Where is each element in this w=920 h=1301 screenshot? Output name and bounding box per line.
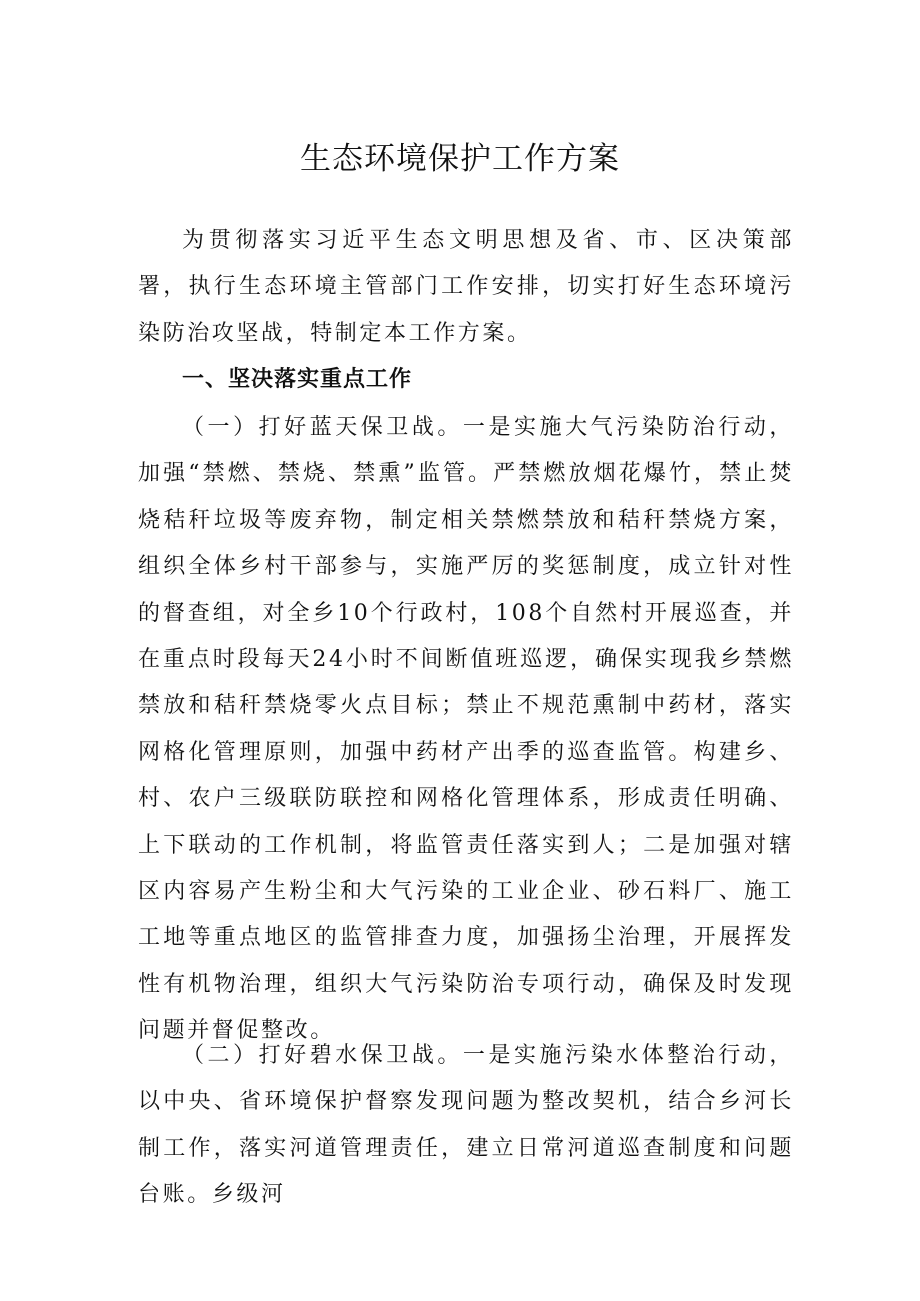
paragraph-blue-sky: （一）打好蓝天保卫战。一是实施大气污染防治行动，加强“禁燃、禁烧、禁熏”监管。严禁燃放烟花爆竹，禁止焚烧秸秆垃圾等废弃物，制定相关禁燃禁放和秸秆禁烧方案，组织全体乡村干部参与，实施严厉的奖惩制度，成立针对性的督查组，对全乡10个行政村，108个自然村开展巡查，并在重点时段每天24小时不间断值班巡逻，确保实现我乡禁燃禁放和秸秆禁烧零火点目标；禁止不规范熏制中药材，落实网格化管理原则，加强中药材产出季的巡查监管。构建乡、村、农户三级联防联控和网格化管理体系，形成责任明确、上下联动的工作机制，将监管责任落实到人；二是加强对辖区内容易产生粉尘和大气污染的工业企业、砂石料厂、施工工地等重点地区的监管排查力度，加强扬尘治理，开展挥发性有机物治理，组织大气污染防治专项行动，确保及时发现问题并督促整改。 <box>138 415 794 1044</box>
intro-paragraph: 为贯彻落实习近平生态文明思想及省、市、区决策部署，执行生态环境主管部门工作安排，切实打好生态环境污染防治攻坚战，特制定本工作方案。 <box>138 228 794 346</box>
paragraph-blue-water: （二）打好碧水保卫战。一是实施污染水体整治行动，以中央、省环境保护督察发现问题为整改契机，结合乡河长制工作，落实河道管理责任，建立日常河道巡查制度和问题台账。乡级河 <box>138 1043 794 1208</box>
document-title: 生态环境保护工作方案 <box>300 141 620 177</box>
section-heading-1: 一、坚决落实重点工作 <box>182 367 413 392</box>
